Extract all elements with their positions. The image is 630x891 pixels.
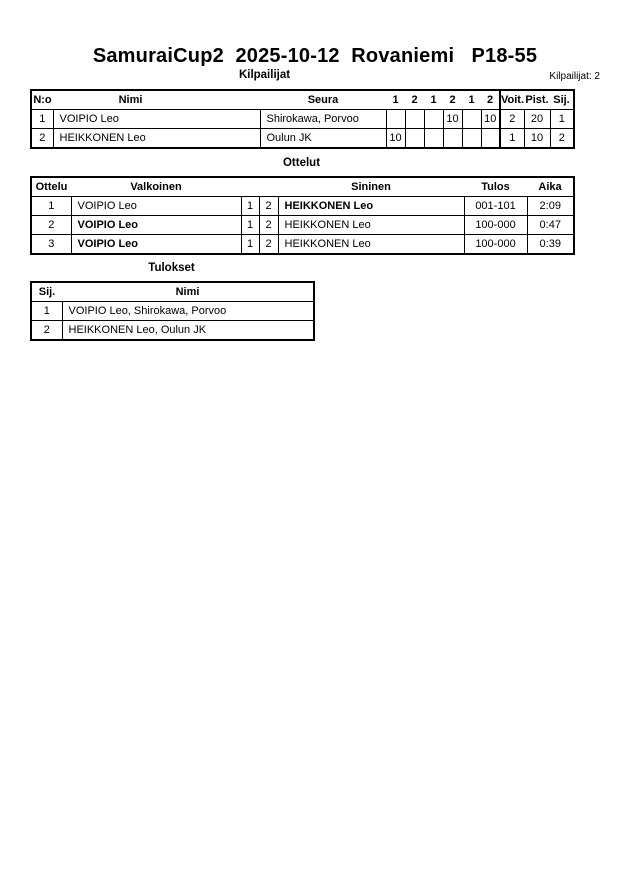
cell-match-no: 1 bbox=[31, 197, 71, 216]
tulokset-heading: Tulokset bbox=[148, 262, 195, 274]
cell-blue-name: HEIKKONEN Leo bbox=[278, 197, 464, 216]
cell-white-name: VOIPIO Leo bbox=[71, 216, 241, 235]
cell-club: Oulun JK bbox=[260, 129, 386, 149]
cell-score: 10 bbox=[481, 110, 500, 129]
cell-pist: 10 bbox=[524, 129, 550, 149]
result-row bbox=[31, 321, 314, 341]
col-header-round2b: 2 bbox=[443, 90, 462, 110]
cell-name: HEIKKONEN Leo, Oulun JK bbox=[62, 321, 314, 341]
cell-score bbox=[462, 110, 481, 129]
cell-rank: 2 bbox=[31, 321, 62, 341]
col-header-voit: Voit. bbox=[500, 90, 524, 110]
cell-white-name: VOIPIO Leo bbox=[71, 235, 241, 255]
col-header-empty bbox=[259, 177, 278, 197]
col-header-sij: Sij. bbox=[31, 282, 62, 302]
cell-no: 2 bbox=[31, 129, 53, 149]
col-header-tulos: Tulos bbox=[464, 177, 527, 197]
cell-white-num: 1 bbox=[241, 197, 259, 216]
cell-white-name: VOIPIO Leo bbox=[71, 197, 241, 216]
page-title: SamuraiCup2 2025-10-12 Rovaniemi P18-55 bbox=[92, 45, 538, 67]
cell-time: 2:09 bbox=[527, 197, 574, 216]
col-header-sij: Sij. bbox=[550, 90, 574, 110]
cell-score bbox=[462, 129, 481, 149]
result-row bbox=[31, 302, 314, 321]
cell-name: HEIKKONEN Leo bbox=[53, 129, 260, 149]
kilpailijat-header-row bbox=[31, 90, 574, 110]
col-header-round1a: 1 bbox=[386, 90, 405, 110]
col-header-sininen: Sininen bbox=[278, 177, 464, 197]
competitor-row bbox=[31, 129, 574, 149]
col-header-round2a: 1 bbox=[424, 90, 443, 110]
cell-voit: 1 bbox=[500, 129, 524, 149]
cell-score bbox=[481, 129, 500, 149]
col-header-pist: Pist. bbox=[524, 90, 550, 110]
cell-result: 100-000 bbox=[464, 235, 527, 255]
cell-sij: 1 bbox=[550, 110, 574, 129]
cell-match-no: 3 bbox=[31, 235, 71, 255]
cell-result: 001-101 bbox=[464, 197, 527, 216]
col-header-round3a: 1 bbox=[462, 90, 481, 110]
cell-score bbox=[424, 129, 443, 149]
col-header-no: N:o bbox=[31, 90, 53, 110]
cell-voit: 2 bbox=[500, 110, 524, 129]
col-header-aika: Aika bbox=[527, 177, 574, 197]
cell-match-no: 2 bbox=[31, 216, 71, 235]
cell-sij: 2 bbox=[550, 129, 574, 149]
col-header-round3b: 2 bbox=[481, 90, 500, 110]
cell-blue-num: 2 bbox=[259, 197, 278, 216]
cell-name: VOIPIO Leo bbox=[53, 110, 260, 129]
cell-score bbox=[386, 110, 405, 129]
cell-score: 10 bbox=[386, 129, 405, 149]
cell-no: 1 bbox=[31, 110, 53, 129]
col-header-seura: Seura bbox=[260, 90, 386, 110]
col-header-nimi: Nimi bbox=[53, 90, 260, 110]
col-header-empty bbox=[241, 177, 259, 197]
cell-score bbox=[405, 110, 424, 129]
cell-club: Shirokawa, Porvoo bbox=[260, 110, 386, 129]
cell-name: VOIPIO Leo, Shirokawa, Porvoo bbox=[62, 302, 314, 321]
cell-result: 100-000 bbox=[464, 216, 527, 235]
kilpailijat-table bbox=[30, 89, 575, 149]
col-header-nimi: Nimi bbox=[62, 282, 314, 302]
cell-blue-num: 2 bbox=[259, 235, 278, 255]
cell-white-num: 1 bbox=[241, 235, 259, 255]
cell-blue-name: HEIKKONEN Leo bbox=[278, 235, 464, 255]
ottelut-table bbox=[30, 176, 575, 255]
match-row bbox=[31, 216, 574, 235]
cell-score bbox=[405, 129, 424, 149]
col-header-round1b: 2 bbox=[405, 90, 424, 110]
ottelut-header-row bbox=[31, 177, 574, 197]
cell-rank: 1 bbox=[31, 302, 62, 321]
match-row bbox=[31, 197, 574, 216]
cell-score bbox=[424, 110, 443, 129]
cell-pist: 20 bbox=[524, 110, 550, 129]
col-header-ottelu: Ottelu bbox=[31, 177, 71, 197]
subtitle-kilpailijat: Kilpailijat bbox=[238, 69, 291, 81]
competitor-count-label: Kilpailijat: 2 bbox=[549, 71, 600, 82]
cell-score bbox=[443, 129, 462, 149]
cell-time: 0:47 bbox=[527, 216, 574, 235]
competitor-row bbox=[31, 110, 574, 129]
tulokset-table bbox=[30, 281, 315, 341]
cell-white-num: 1 bbox=[241, 216, 259, 235]
cell-blue-name: HEIKKONEN Leo bbox=[278, 216, 464, 235]
tulokset-header-row bbox=[31, 282, 314, 302]
cell-score: 10 bbox=[443, 110, 462, 129]
ottelut-heading: Ottelut bbox=[282, 157, 321, 169]
col-header-valkoinen: Valkoinen bbox=[71, 177, 241, 197]
match-row bbox=[31, 235, 574, 255]
cell-blue-num: 2 bbox=[259, 216, 278, 235]
cell-time: 0:39 bbox=[527, 235, 574, 255]
